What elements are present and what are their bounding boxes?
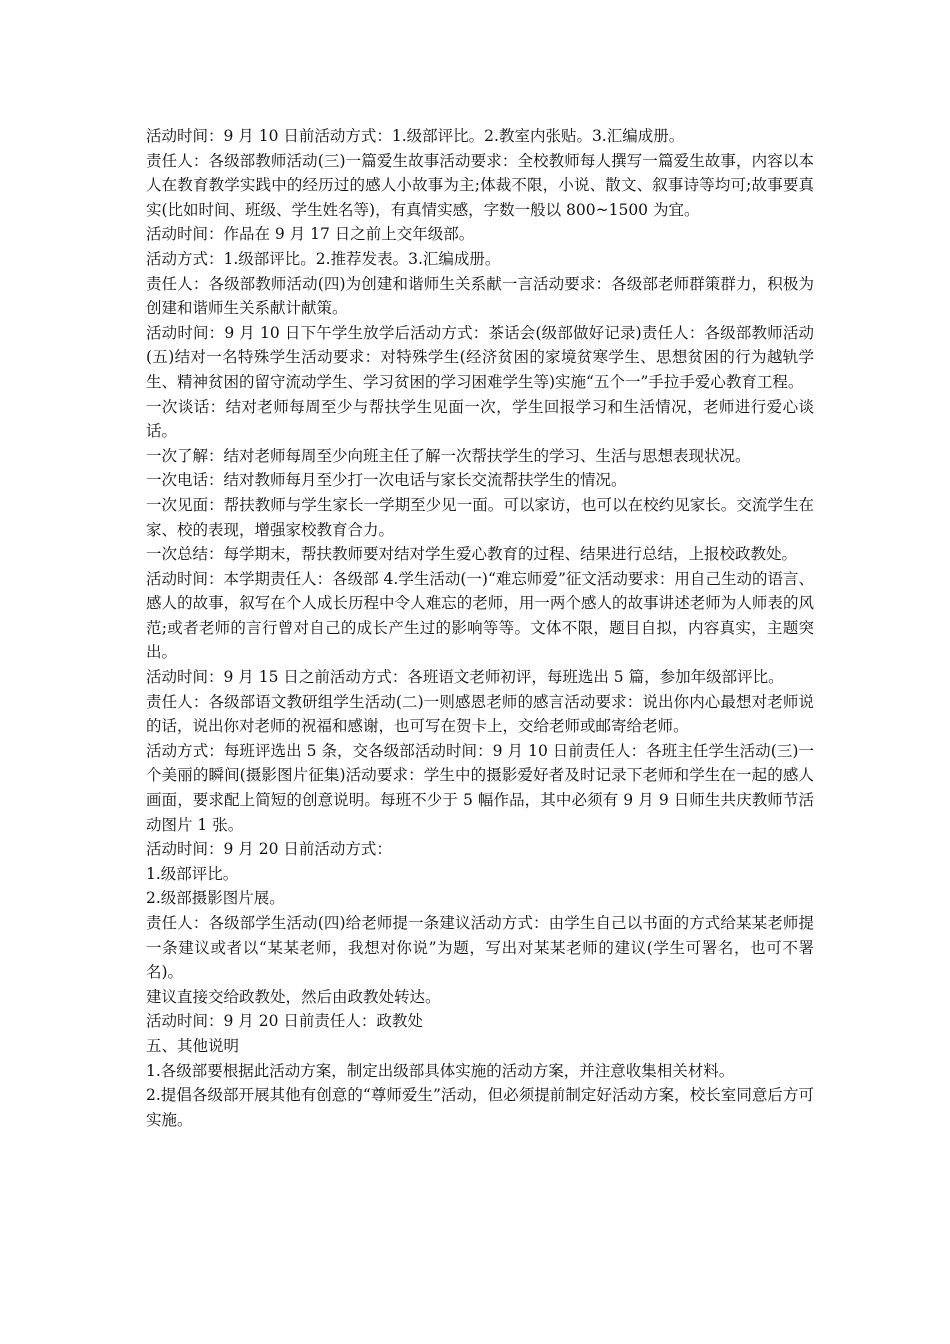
paragraph: 责任人：各级部教师活动(三)一篇爱生故事活动要求：全校教师每人撰写一篇爱生故事，内容以本人在教育教学实践中的经历过的感人小故事为主;体裁不限，小说、散文、叙事诗等均可;故事要真实(比如时间、班级、学生姓名等)，有真情实感，字数一般以 800~1500 为宜。 xyxy=(146,151,814,219)
paragraph: 一次电话：结对教师每月至少打一次电话与家长交流帮扶学生的情况。 xyxy=(146,471,627,490)
paragraph: 活动时间：9 月 20 日前责任人：政教处 xyxy=(146,1012,423,1031)
paragraph: 一次总结：每学期末，帮扶教师要对结对学生爱心教育的过程、结果进行总结，上报校政教处。 xyxy=(146,545,798,564)
document-body xyxy=(146,124,814,1132)
paragraph: 活动方式：每班评选出 5 条，交各级部活动时间：9 月 10 日前责任人：各班主任学生活动(三)一个美丽的瞬间(摄影图片征集)活动要求：学生中的摄影爱好者及时记录下老师和学生在一起的感人画面，要求配上简短的创意说明。每班不少于 5 幅作品，其中必须有 9 月 9 日师生共庆教师节活动图片 1 张。 xyxy=(146,741,814,834)
paragraph: 2.提倡各级部开展其他有创意的“尊师爱生”活动，但必须提前制定好活动方案，校长室同意后方可实施。 xyxy=(146,1086,814,1129)
paragraph: 活动时间：作品在 9 月 17 日之前上交年级部。 xyxy=(146,225,475,244)
paragraph: 责任人：各级部教师活动(四)为创建和谐师生关系献一言活动要求：各级部老师群策群力，积极为创建和谐师生关系献计献策。 xyxy=(146,274,814,318)
paragraph: 活动时间：9 月 20 日前活动方式： xyxy=(146,840,392,859)
paragraph: 活动时间：9 月 10 日前活动方式：1.级部评比。2.教室内张贴。3.汇编成册。 xyxy=(146,127,685,145)
paragraph: 活动方式：1.级部评比。2.推荐发表。3.汇编成册。 xyxy=(146,249,501,268)
paragraph: 一次了解：结对老师每周至少向班主任了解一次帮扶学生的学习、生活与思想表现状况。 xyxy=(146,446,751,465)
paragraph: 一次谈话：结对老师每周至少与帮扶学生见面一次，学生回报学习和生活情况，老师进行爱心谈话。 xyxy=(146,397,814,441)
paragraph: 责任人：各级部学生活动(四)给老师提一条建议活动方式：由学生自己以书面的方式给某某老师提一条建议或者以“某某老师，我想对你说”为题，写出对某某老师的建议(学生可署名，也可不署名)。 xyxy=(146,914,814,982)
paragraph: 活动时间：本学期责任人：各级部 4.学生活动(一)“难忘师爱”征文活动要求：用自己生动的语言、感人的故事，叙写在个人成长历程中令人难忘的老师，用一两个感人的故事讲述老师为人师表的风范;或者老师的言行曾对自己的成长产生过的影响等等。文体不限，题目自拟，内容真实，主题突出。 xyxy=(146,569,814,662)
paragraph: 责任人：各级部语文教研组学生活动(二)一则感恩老师的感言活动要求：说出你内心最想对老师说的话，说出你对老师的祝福和感谢，也可写在贺卡上，交给老师或邮寄给老师。 xyxy=(146,692,814,736)
section-heading: 五、其他说明 xyxy=(146,1036,240,1055)
paragraph: 活动时间：9 月 15 日之前活动方式：各班语文老师初评，每班选出 5 篇，参加年级部评比。 xyxy=(146,668,784,687)
paragraph: 活动时间：9 月 10 日下午学生放学后活动方式：茶话会(级部做好记录)责任人：各级部教师活动(五)结对一名特殊学生活动要求：对特殊学生(经济贫困的家境贫寒学生、思想贫困的行为越轨学生、精神贫困的留守流动学生、学习贫困的学习困难学生等)实施“五个一”手拉手爱心教育工程。 xyxy=(146,323,814,391)
paragraph: 1.级部评比。 xyxy=(146,864,239,883)
paragraph: 建议直接交给政教处，然后由政教处转达。 xyxy=(146,987,441,1006)
paragraph: 1.各级部要根据此活动方案，制定出级部具体实施的活动方案，并注意收集相关材料。 xyxy=(146,1061,735,1080)
paragraph: 一次见面：帮扶教师与学生家长一学期至少见一面。可以家访，也可以在校约见家长。交流学生在家、校的表现，增强家校教育合力。 xyxy=(146,495,814,539)
paragraph: 2.级部摄影图片展。 xyxy=(146,889,285,908)
